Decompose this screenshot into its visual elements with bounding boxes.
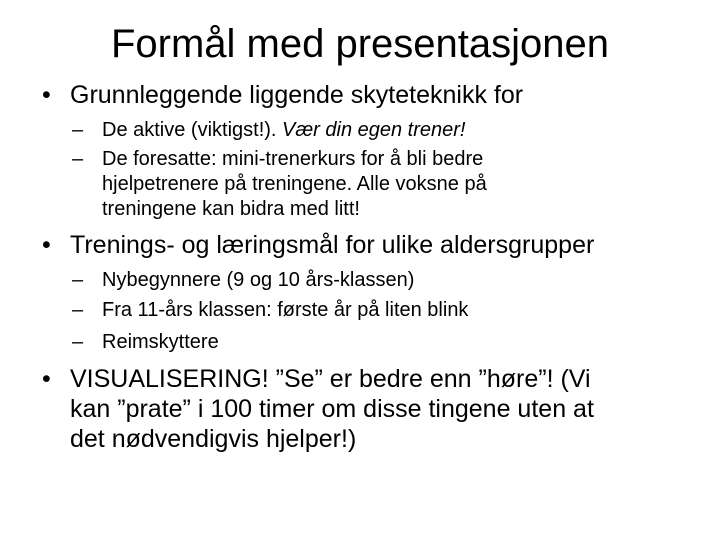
sub-text-normal: De aktive (viktigst!). <box>102 119 283 141</box>
bullet-marker: • <box>42 231 51 259</box>
dash-marker: – <box>72 331 84 353</box>
sub-text: Reimskyttere <box>102 331 219 353</box>
sub-text: Fra 11-års klassen: første år på liten blink <box>102 299 469 321</box>
dash-marker: – <box>72 148 84 170</box>
bullet-marker: • <box>42 81 51 109</box>
bullet-1-text: Grunnleggende liggende skyteteknikk for <box>70 81 524 109</box>
slide-title: Formål med presentasjonen <box>110 22 610 66</box>
bullet-2-text: Trenings- og læringsmål for ulike aldersgrupper <box>70 231 595 259</box>
bullet-3-line-2: kan ”prate” i 100 timer om disse tingene uten at <box>70 395 594 423</box>
sub-text: Nybegynnere (9 og 10 års-klassen) <box>102 269 415 291</box>
dash-marker: – <box>72 269 84 291</box>
sub-text-line-1: De foresatte: mini-trenerkurs for å bli bedre <box>102 148 484 170</box>
bullet-3-line-3: det nødvendigvis hjelper!) <box>70 425 357 453</box>
sub-text-italic: Vær din egen trener! <box>282 119 466 141</box>
dash-marker: – <box>72 119 84 141</box>
sub-text-line-3: treningene kan bidra med litt! <box>102 198 360 220</box>
dash-marker: – <box>72 299 84 321</box>
sub-text-line-2: hjelpetrenere på treningene. Alle voksne på <box>102 173 487 195</box>
bullet-3-line-1: VISUALISERING! ”Se” er bedre enn ”høre”! (Vi <box>70 365 591 393</box>
sub-text <box>102 118 465 143</box>
bullet-marker: • <box>42 365 51 393</box>
